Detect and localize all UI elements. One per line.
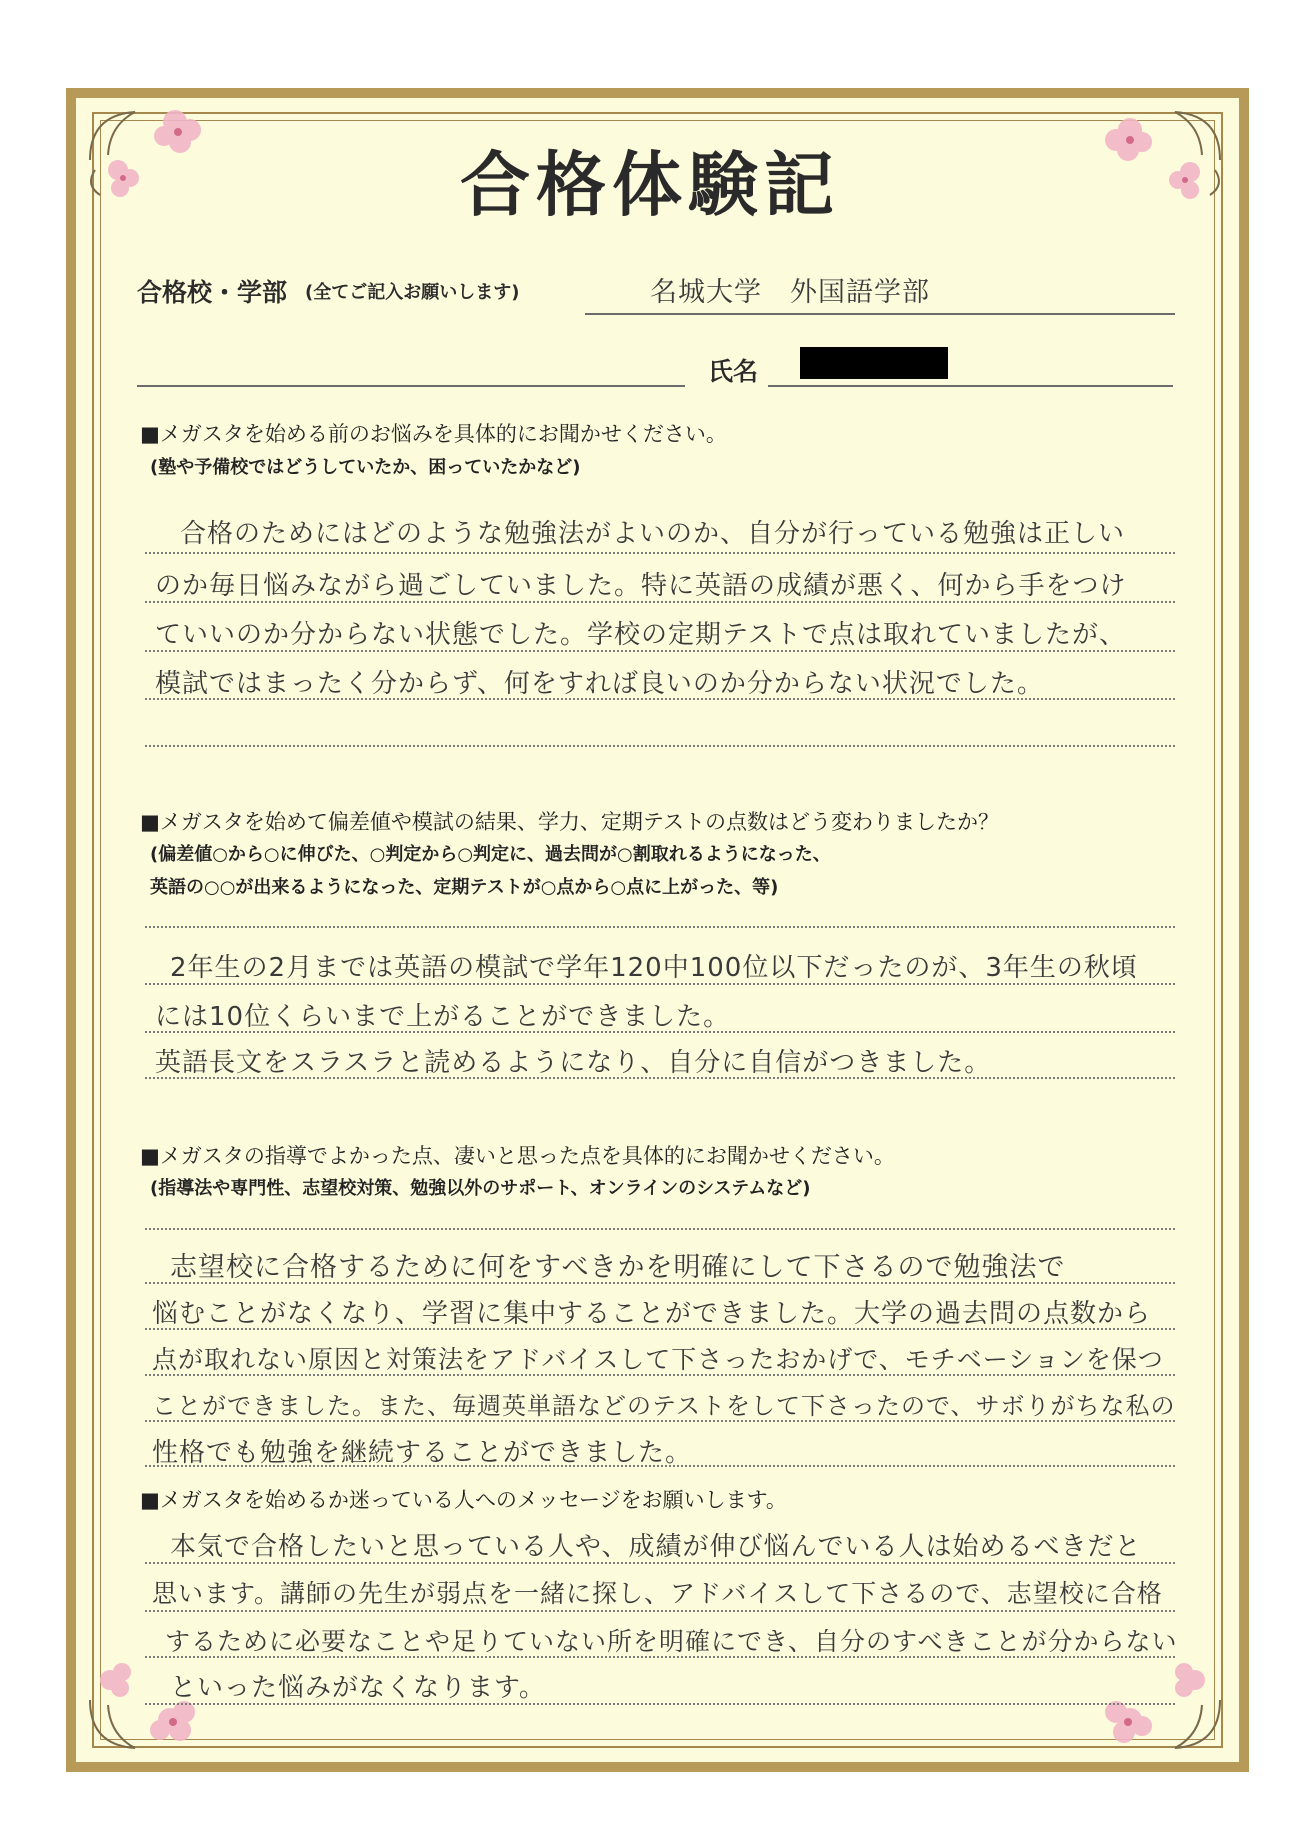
name-label: 氏名 [708, 357, 759, 386]
section-4-answer-line: するために必要なことや足りていない所を明確にでき、自分のすべきことが分からない [165, 1627, 1178, 1656]
section-3-answer-line: ことができました。また、毎週英単語などのテストをして下さったので、サボりがちな私の [152, 1392, 1176, 1420]
ruled-line [145, 1703, 1175, 1705]
section-2-question: ■メガスタを始めて偏差値や模試の結果、学力、定期テストの点数はどう変わりましたか？ [140, 810, 999, 834]
ruled-line [145, 698, 1175, 700]
ruled-line [145, 1228, 1175, 1230]
section-4-answer-line: といった悩みがなくなります。 [170, 1673, 546, 1703]
section-1-question: ■メガスタを始める前のお悩みを具体的にお聞かせください。 [140, 422, 727, 446]
section-2-hint: 英語の○○が出来るようになった、定期テストが○点から○点に上がった、等) [150, 877, 779, 898]
section-2-answer-line: 英語長文をスラスラと読めるようになり、自分に自信がつきました。 [155, 1048, 992, 1078]
ruled-line [145, 1282, 1175, 1284]
section-3-answer-line: 志望校に合格するために何をすべきかを明確にして下さるので勉強法で [170, 1252, 1066, 1283]
section-2-answer-line: には10位くらいまで上がることができました。 [155, 1002, 731, 1032]
section-4-question: ■メガスタを始めるか迷っている人へのメッセージをお願いします。 [140, 1488, 787, 1512]
ruled-line [145, 1328, 1175, 1330]
section-3-answer-line: 点が取れない原因と対策法をアドバイスして下さったおかげで、モチベーションを保つ [152, 1345, 1164, 1374]
section-1-answer-line: のか毎日悩みながら過ごしていました。特に英語の成績が悪く、何から手をつけ [155, 571, 1127, 601]
ruled-line [145, 650, 1175, 652]
ruled-line [145, 1077, 1175, 1079]
section-1-hint: (塾や予備校ではどうしていたか、困っていたかなど) [150, 457, 581, 478]
section-2-answer-line: 2年生の2月までは英語の模試で学年120中100位以下だったのが、3年生の秋頃 [170, 953, 1138, 983]
ruled-line [145, 1374, 1175, 1376]
certificate-frame [66, 88, 1249, 1772]
section-1-answer-line: 模試ではまったく分からず、何をすれば良いのか分からない状況でした。 [155, 669, 1044, 699]
name-line [768, 385, 1173, 387]
left-blank-line [137, 385, 685, 387]
section-3-answer-line: 性格でも勉強を継続することができました。 [152, 1438, 693, 1468]
ruled-line [145, 1031, 1175, 1033]
ruled-line [145, 1465, 1175, 1467]
section-4-answer-line: 思います。講師の先生が弱点を一緒に探し、アドバイスして下さるので、志望校に合格 [152, 1579, 1163, 1608]
section-3-answer-line: 悩むことがなくなり、学習に集中することができました。大学の過去問の点数から [152, 1299, 1152, 1329]
ruled-line [145, 1656, 1175, 1658]
ruled-line [145, 1420, 1175, 1422]
section-1-answer-line: ていいのか分からない状態でした。学校の定期テストで点は取れていましたが、 [155, 620, 1126, 650]
ruled-line [145, 552, 1175, 554]
section-1-answer-line: 合格のためにはどのような勉強法がよいのか、自分が行っている勉強は正しい [180, 519, 1126, 549]
ruled-line [145, 983, 1175, 985]
section-3-hint: (指導法や専門性、志望校対策、勉強以外のサポート、オンラインのシステムなど) [150, 1178, 811, 1199]
school-note: (全てご記入お願いします) [305, 282, 520, 303]
ruled-line [145, 1610, 1175, 1612]
school-value: 名城大学 外国語学部 [650, 277, 930, 308]
page-title: 合格体験記 [460, 143, 840, 226]
redacted-name [800, 347, 948, 379]
ruled-line [145, 601, 1175, 603]
school-label: 合格校・学部 [137, 278, 288, 307]
ruled-line [145, 1562, 1175, 1564]
ruled-line [145, 745, 1175, 747]
ruled-line [145, 926, 1175, 928]
section-3-question: ■メガスタの指導でよかった点、凄いと思った点を具体的にお聞かせください。 [140, 1144, 895, 1168]
school-line [585, 313, 1175, 315]
section-2-hint: (偏差値○から○に伸びた、○判定から○判定に、過去問が○割取れるようになった、 [150, 844, 831, 865]
section-4-answer-line: 本気で合格したいと思っている人や、成績が伸び悩んでいる人は始めるべきだと [170, 1532, 1142, 1562]
